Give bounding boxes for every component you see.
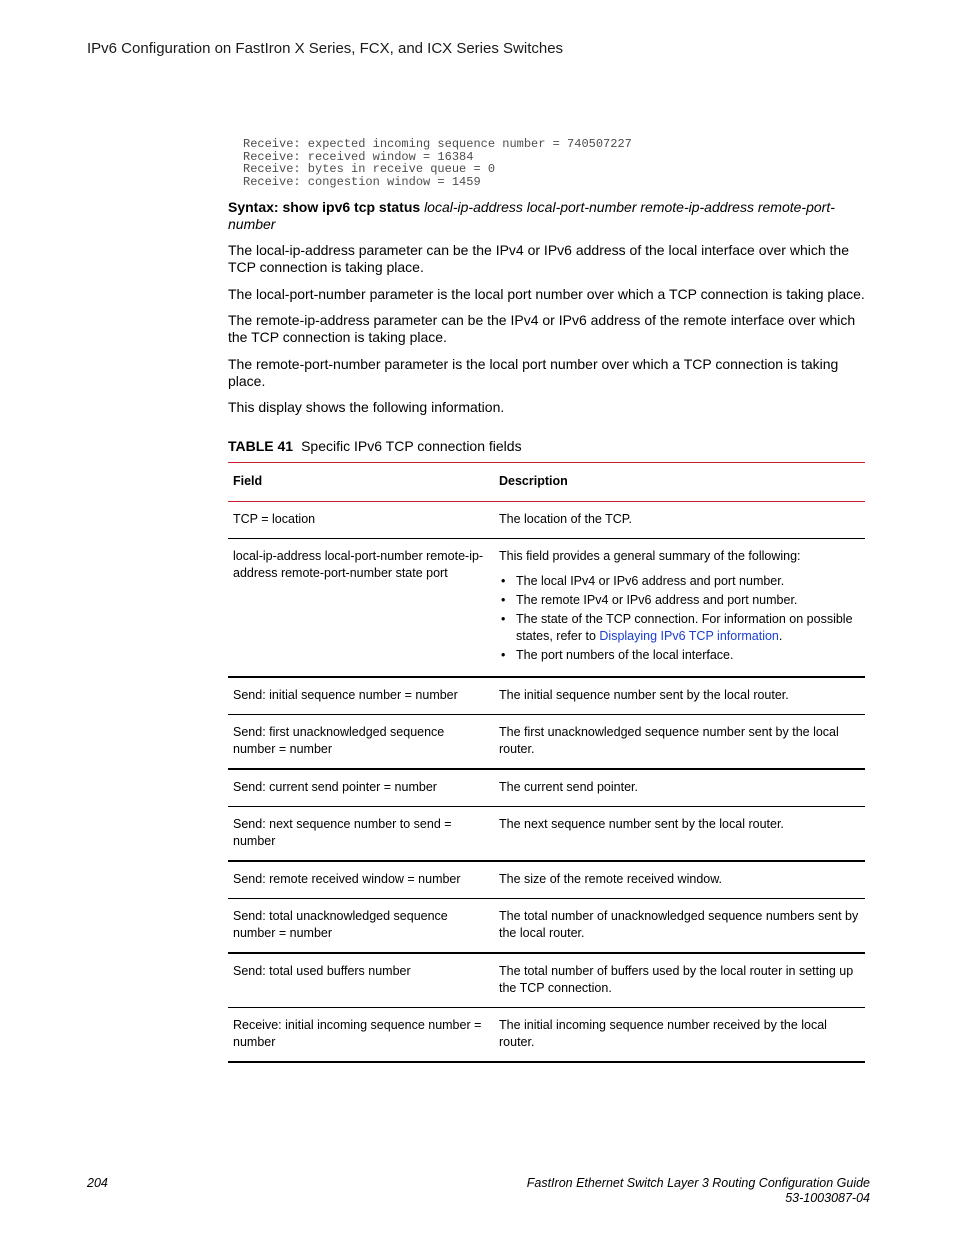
table-row bbox=[228, 861, 865, 899]
tcp-fields-table bbox=[228, 462, 865, 1063]
description-cell: The total number of buffers used by the local router in setting up the TCP connection. bbox=[494, 953, 865, 1008]
footer-doc-info bbox=[527, 1176, 870, 1206]
column-header-description: Description bbox=[494, 463, 865, 502]
guide-title: FastIron Ethernet Switch Layer 3 Routing Configuration Guide bbox=[526, 1176, 870, 1190]
running-header: IPv6 Configuration on FastIron X Series, FCX, and ICX Series Switches bbox=[87, 40, 564, 57]
description-cell: The initial sequence number sent by the local router. bbox=[494, 677, 865, 715]
paragraph-remote-port: The remote-port-number parameter is the local port number over which a TCP connection is taking place. bbox=[228, 355, 839, 389]
table-header-row bbox=[228, 463, 865, 502]
list-item bbox=[499, 611, 859, 645]
list-item-text: The state of the TCP connection. For information on possible states, refer to bbox=[516, 612, 853, 643]
list-item: • The remote IPv4 or IPv6 address and port number. bbox=[499, 592, 859, 609]
field-cell: Send: current send pointer = number bbox=[228, 769, 494, 807]
table-row bbox=[228, 953, 865, 1008]
table-title: Specific IPv6 TCP connection fields bbox=[301, 438, 522, 454]
table-row bbox=[228, 677, 865, 715]
description-cell: The size of the remote received window. bbox=[494, 861, 865, 899]
field-cell: Send: first unacknowledged sequence number = number bbox=[228, 715, 494, 770]
column-header-field: Field bbox=[228, 463, 494, 502]
field-cell: local-ip-address local-port-number remote-ip-address remote-port-number state port bbox=[228, 539, 494, 678]
table-row bbox=[228, 1008, 865, 1063]
syntax-command: Syntax: show ipv6 tcp status bbox=[228, 199, 421, 215]
cli-output-line: Receive: congestion window = 1459 bbox=[243, 174, 481, 189]
paragraph-local-port: The local-port-number parameter is the local port number over which a TCP connection is taking place. bbox=[228, 285, 865, 302]
xref-link-tcp-info[interactable]: Displaying IPv6 TCP information bbox=[599, 629, 779, 643]
syntax-line bbox=[228, 199, 865, 233]
table-row bbox=[228, 807, 865, 862]
bullet-list bbox=[499, 573, 859, 664]
field-cell: Send: remote received window = number bbox=[228, 861, 494, 899]
table-row bbox=[228, 539, 865, 678]
table-row bbox=[228, 715, 865, 770]
main-content bbox=[228, 199, 865, 1063]
description-intro: This field provides a general summary of the following: bbox=[499, 549, 801, 563]
table-row bbox=[228, 899, 865, 954]
doc-number: 53-1003087-04 bbox=[785, 1191, 870, 1205]
cli-output-line: Receive: expected incoming sequence number = 740507227 bbox=[243, 137, 632, 151]
description-cell: The location of the TCP. bbox=[494, 502, 865, 539]
description-cell: The first unacknowledged sequence number sent by the local router. bbox=[494, 715, 865, 770]
list-item: • The port numbers of the local interface. bbox=[499, 647, 859, 664]
table-number: TABLE 41 bbox=[228, 438, 294, 454]
field-cell: Send: next sequence number to send = number bbox=[228, 807, 494, 862]
table-row bbox=[228, 769, 865, 807]
description-cell: The initial incoming sequence number received by the local router. bbox=[494, 1008, 865, 1063]
cli-output-block bbox=[243, 138, 632, 188]
field-cell: TCP = location bbox=[228, 502, 494, 539]
syntax-arguments: local-ip-address local-port-number remote-ip-address remote-port-number bbox=[228, 199, 835, 232]
field-cell: Send: total unacknowledged sequence number = number bbox=[228, 899, 494, 954]
paragraph-local-ip: The local-ip-address parameter can be the IPv4 or IPv6 address of the local interface over which the TCP connection is taking place. bbox=[228, 242, 849, 275]
table-caption bbox=[228, 438, 865, 455]
page-number: 204 bbox=[87, 1176, 108, 1190]
xref-suffix: . bbox=[778, 629, 783, 643]
table-row bbox=[228, 502, 865, 539]
paragraph-display-intro: This display shows the following information. bbox=[228, 399, 505, 415]
field-cell: Send: initial sequence number = number bbox=[228, 677, 494, 715]
cli-output-line: Receive: received window = 16384 bbox=[243, 149, 474, 164]
field-cell: Receive: initial incoming sequence number = number bbox=[228, 1008, 494, 1063]
field-cell: Send: total used buffers number bbox=[228, 953, 494, 1008]
description-cell: The total number of unacknowledged sequence numbers sent by the local router. bbox=[494, 899, 865, 954]
description-cell bbox=[494, 539, 865, 678]
cli-output-line: Receive: bytes in receive queue = 0 bbox=[243, 162, 496, 176]
paragraph-remote-ip: The remote-ip-address parameter can be the IPv4 or IPv6 address of the remote interface over which the TCP connection is taking place. bbox=[228, 312, 856, 345]
description-cell: The current send pointer. bbox=[494, 769, 865, 807]
description-cell: The next sequence number sent by the local router. bbox=[494, 807, 865, 862]
list-item: • The local IPv4 or IPv6 address and port number. bbox=[499, 573, 859, 590]
